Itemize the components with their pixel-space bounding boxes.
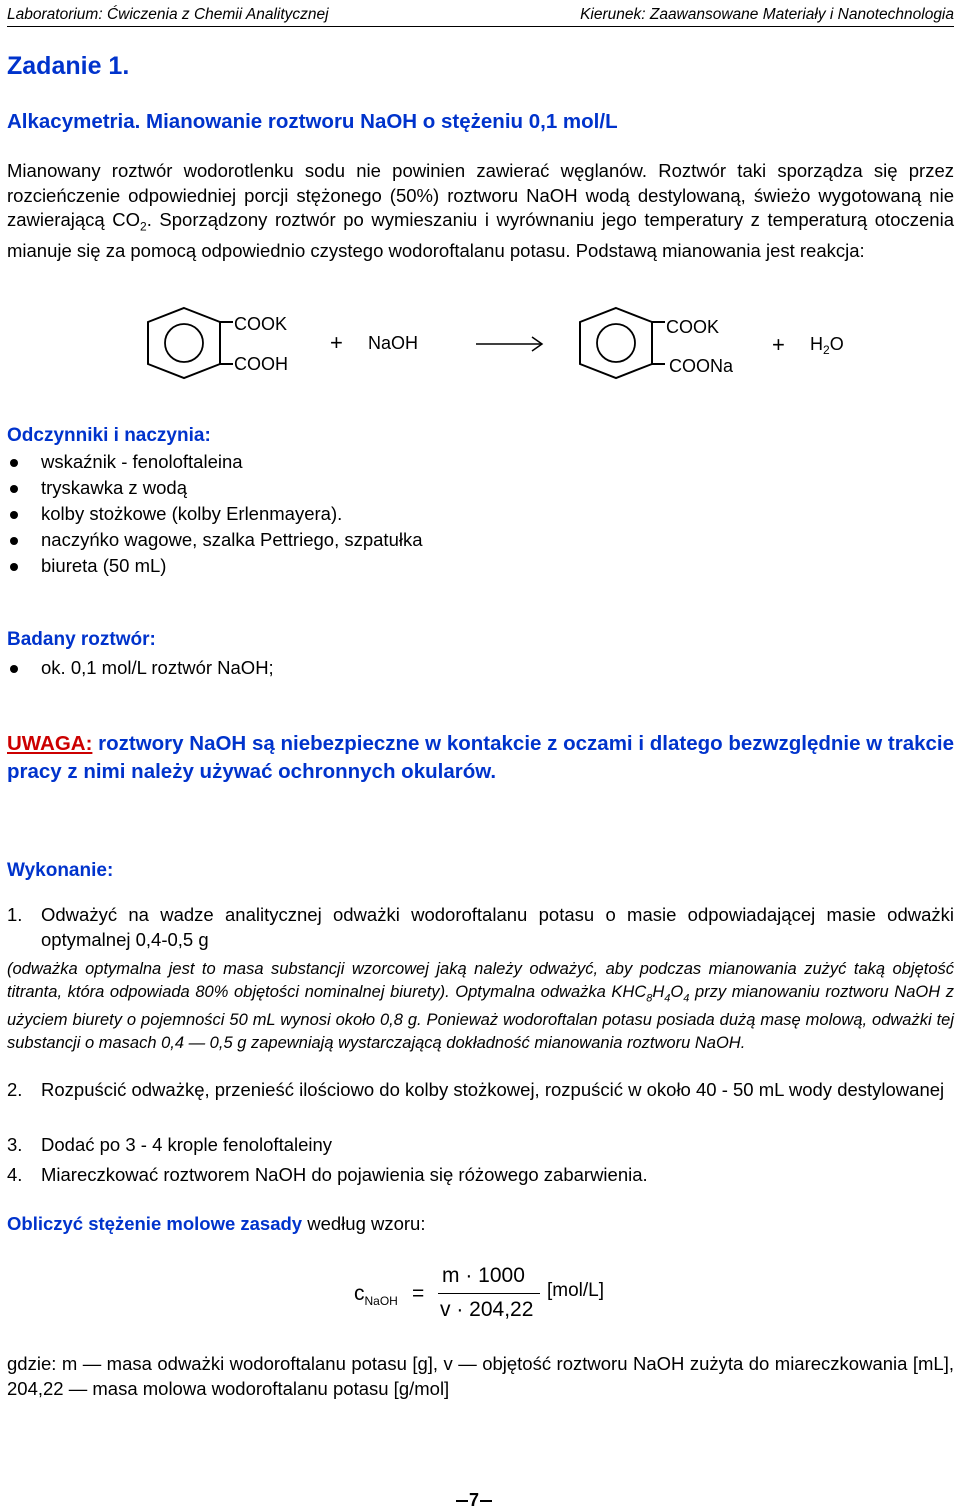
step-text: Dodać po 3 - 4 krople fenoloftaleiny	[41, 1134, 333, 1155]
intro-text-a: Mianowany roztwór wodorotlenku sodu nie powinien zawierać węglanów. Roztwór taki sporządza się przez rozcieńczenie odpowiedniej porcji stężonego (50%) roztworu NaOH wodą destylowaną, świeżo wygotowaną nie zawierającą	[7, 160, 954, 230]
product-top-group: COOK	[666, 317, 720, 337]
header-field: Kierunek: Zaawansowane Materiały i Nanotechnologia	[580, 6, 954, 23]
procedure-heading: Wykonanie:	[7, 860, 114, 881]
plus-sign: +	[330, 330, 343, 355]
list-item: kolby stożkowe (kolby Erlenmayera).	[7, 502, 423, 528]
step-number: 4.	[7, 1164, 23, 1185]
task-subtitle: Alkacymetria. Mianowanie roztworu NaOH o stężeniu 0,1 mol/L	[7, 110, 618, 133]
step-number: 2.	[7, 1079, 23, 1100]
list-item: naczyńko wagowe, szalka Pettriego, szpatułka	[7, 528, 423, 554]
intro-text-b: . Sporządzony roztwór po wymieszaniu i wyrównaniu jego temperatury z temperaturą otoczenia mianuje się za pomocą odpowiednio czystego wodoroftalanu potasu. Podstawą mianowania jest reakcja:	[7, 209, 954, 262]
list-item: biureta (50 mL)	[7, 554, 423, 580]
phthalate-ring-product	[580, 308, 665, 378]
water-formula: $H_2O$	[810, 334, 844, 357]
reactant-bottom-group: COOH	[234, 354, 288, 374]
formula-unit: [mol/L]	[547, 1280, 605, 1301]
step-text: Odważyć na wadze analitycznej odważki wodoroftalanu potasu o masie odpowiadającej masie odważki optymalnej 0,4-0,5 g	[41, 904, 954, 950]
step-text: Miareczkować roztworem NaOH do pojawienia się różowego zabarwienia.	[41, 1164, 648, 1185]
formula-numerator: m · 1000	[442, 1264, 525, 1287]
procedure-step-1	[7, 903, 954, 952]
formula-equals: =	[412, 1282, 425, 1305]
warning-label: UWAGA:	[7, 732, 93, 755]
product-bottom-group: COONa	[669, 356, 734, 376]
page-header	[7, 4, 954, 27]
phthalate-ring-reactant	[148, 308, 233, 378]
reagent-naoh: NaOH	[368, 333, 419, 353]
formula-denominator: v · 204,22	[440, 1298, 534, 1321]
formula-legend: gdzie: m ― masa odważki wodoroftalanu potasu [g], v ― objętość roztworu NaOH zużyta do miareczkowania [mL], 204,22 ― masa molowa wodoroftalanu potasu [g/mol]	[7, 1353, 954, 1399]
header-course: Laboratorium: Ćwiczenia z Chemii Analitycznej	[7, 6, 329, 23]
procedure-note: (odważka optymalna jest to masa substancji wzorcowej jaką należy odważyć, aby podczas mianowania zużyć taką objętość titranta, która odpowiada 80% objętości nominalnej biurety). Optymalna odważka $KHC_8H_4O_4$ przy mianowaniu roztworu NaOH z użyciem biurety o pojemności 50 mL wynosi około 0,8 g. Ponieważ wodoroftalan potasu posiada dużą masę molową, odważki tej substancji o masach 0,4 ― 0,5 g zapewniają wystarczającą dokładność mianowania roztworu NaOH.	[7, 960, 954, 1052]
calculation-intro: Obliczyć stężenie molowe zasady według wzoru:	[7, 1213, 426, 1234]
intro-paragraph	[7, 159, 954, 264]
reactant-top-group: COOK	[234, 314, 288, 334]
list-item: ok. 0,1 mol/L roztwór NaOH;	[7, 656, 274, 682]
procedure-step-4	[7, 1163, 954, 1188]
reaction-arrow-icon	[476, 337, 542, 351]
plus-sign: +	[772, 332, 785, 357]
sample-heading: Badany roztwór:	[7, 629, 156, 650]
reagents-list	[7, 450, 423, 580]
task-title: Zadanie 1.	[7, 52, 130, 80]
step-text: Rozpuścić odważkę, przenieść ilościowo do kolby stożkowej, rozpuścić w około 40 - 50 mL wody destylowanej	[41, 1079, 945, 1100]
list-item: wskaźnik - fenoloftaleina	[7, 450, 423, 476]
reagents-heading: Odczynniki i naczynia:	[7, 425, 211, 446]
procedure-step-3	[7, 1133, 954, 1158]
safety-warning	[7, 730, 954, 786]
warning-text: roztwory NaOH są niebezpieczne w kontakcie z oczami i dlatego bezwzględnie w trakcie pracy z nimi należy używać ochronnych okularów.	[7, 732, 954, 783]
page-number: 7	[455, 1490, 493, 1511]
concentration-formula	[350, 1260, 630, 1330]
fraction-bar	[438, 1293, 540, 1294]
sample-list	[7, 656, 274, 682]
calculation-bold: Obliczyć stężenie molowe zasady	[7, 1213, 303, 1234]
co2-formula: $CO_2$	[112, 209, 147, 234]
procedure-step-2	[7, 1078, 954, 1103]
formula-c: $c_{NaOH}$	[354, 1282, 398, 1309]
step-number: 3.	[7, 1134, 23, 1155]
list-item: tryskawka z wodą	[7, 476, 423, 502]
reaction-scheme	[140, 300, 860, 390]
step-number: 1.	[7, 904, 23, 925]
